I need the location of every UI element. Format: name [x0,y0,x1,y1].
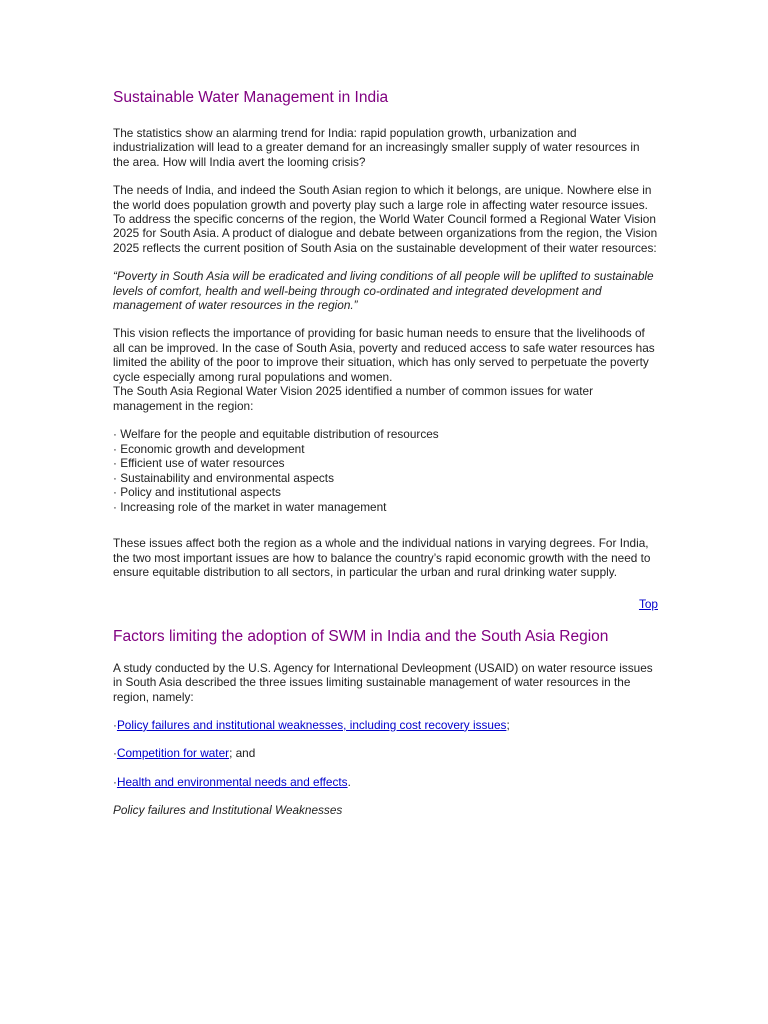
link-suffix: ; and [229,746,256,761]
link-suffix: ; [506,717,510,732]
issues-effect-paragraph: These issues affect both the region as a whole and the individual nations in varying degrees. For India, the two most important issues are how to balance the country’s rapid economic growth with the need to ensure equitable distribution to all sectors, in particular the urban and rural drinking water supply. [113,536,651,580]
bullet-prefix: · [113,746,117,761]
section-title-factors: Factors limiting the adoption of SWM in India and the South Asia Region [113,627,609,645]
list-item: · Welfare for the people and equitable distribution of resources [113,426,439,441]
list-item: · Sustainability and environmental aspects [113,470,334,485]
document-content [113,88,658,818]
top-link[interactable]: Top [638,596,658,611]
vision-paragraph-part2: The South Asia Regional Water Vision 2025 identified a number of common issues for water management in the region: [113,384,593,413]
bullet-prefix: · [113,717,117,732]
issue-link-line [113,718,658,732]
list-item: · Policy and institutional aspects [113,485,281,500]
issue-link-line [113,775,658,789]
vision-quote: “Poverty in South Asia will be eradicated and living conditions of all people will be uplifted to sustainable levels of comfort, health and well-being through co-ordinated and integrated development and management of water resources in the region.” [113,269,654,313]
issues-list [113,427,658,515]
vision-paragraph [113,326,658,412]
list-item: · Efficient use of water resources [113,456,285,471]
top-link-row [113,597,658,611]
needs-paragraph: The needs of India, and indeed the South Asian region to which it belongs, are unique. Nowhere else in the world does population growth and poverty play such a large role in affecting water resource issues. To address the specific concerns of the region, the World Water Council formed a Regional Water Vision 2025 for South Asia. A product of dialogue and debate between organizations from the region, the Vision 2025 reflects the current position of South Asia on the sustainable development of their water resources: [113,183,658,255]
list-item: · Increasing role of the market in water management [113,499,387,514]
vision-paragraph-part1: This vision reflects the importance of providing for basic human needs to ensure that the livelihoods of all can be improved. In the case of South Asia, poverty and reduced access to safe water resources has limited the ability of the poor to improve their situation, which has only served to perpetuate the poverty cycle especially among rural populations and women. [113,326,655,384]
usaid-paragraph: A study conducted by the U.S. Agency for International Devleopment (USAID) on water resource issues in South Asia described the three issues limiting sustainable management of water resources in the region, namely: [113,660,653,704]
list-item: · Economic growth and development [113,441,305,456]
policy-subheading: Policy failures and Institutional Weaknesses [113,803,343,818]
competition-link[interactable]: Competition for water [116,746,230,761]
bullet-prefix: · [113,774,117,789]
intro-paragraph: The statistics show an alarming trend for India: rapid population growth, urbanization and industrialization will lead to a greater demand for an increasingly smaller supply of water resources in the area. How will India avert the looming crisis? [113,126,640,169]
policy-failures-link[interactable]: Policy failures and institutional weaknesses, including cost recovery issues [116,717,507,732]
health-environment-link[interactable]: Health and environmental needs and effects [116,774,348,789]
section-title-sustainable-water: Sustainable Water Management in India [113,89,389,106]
issue-link-line [113,746,658,760]
link-suffix: . [347,774,351,789]
